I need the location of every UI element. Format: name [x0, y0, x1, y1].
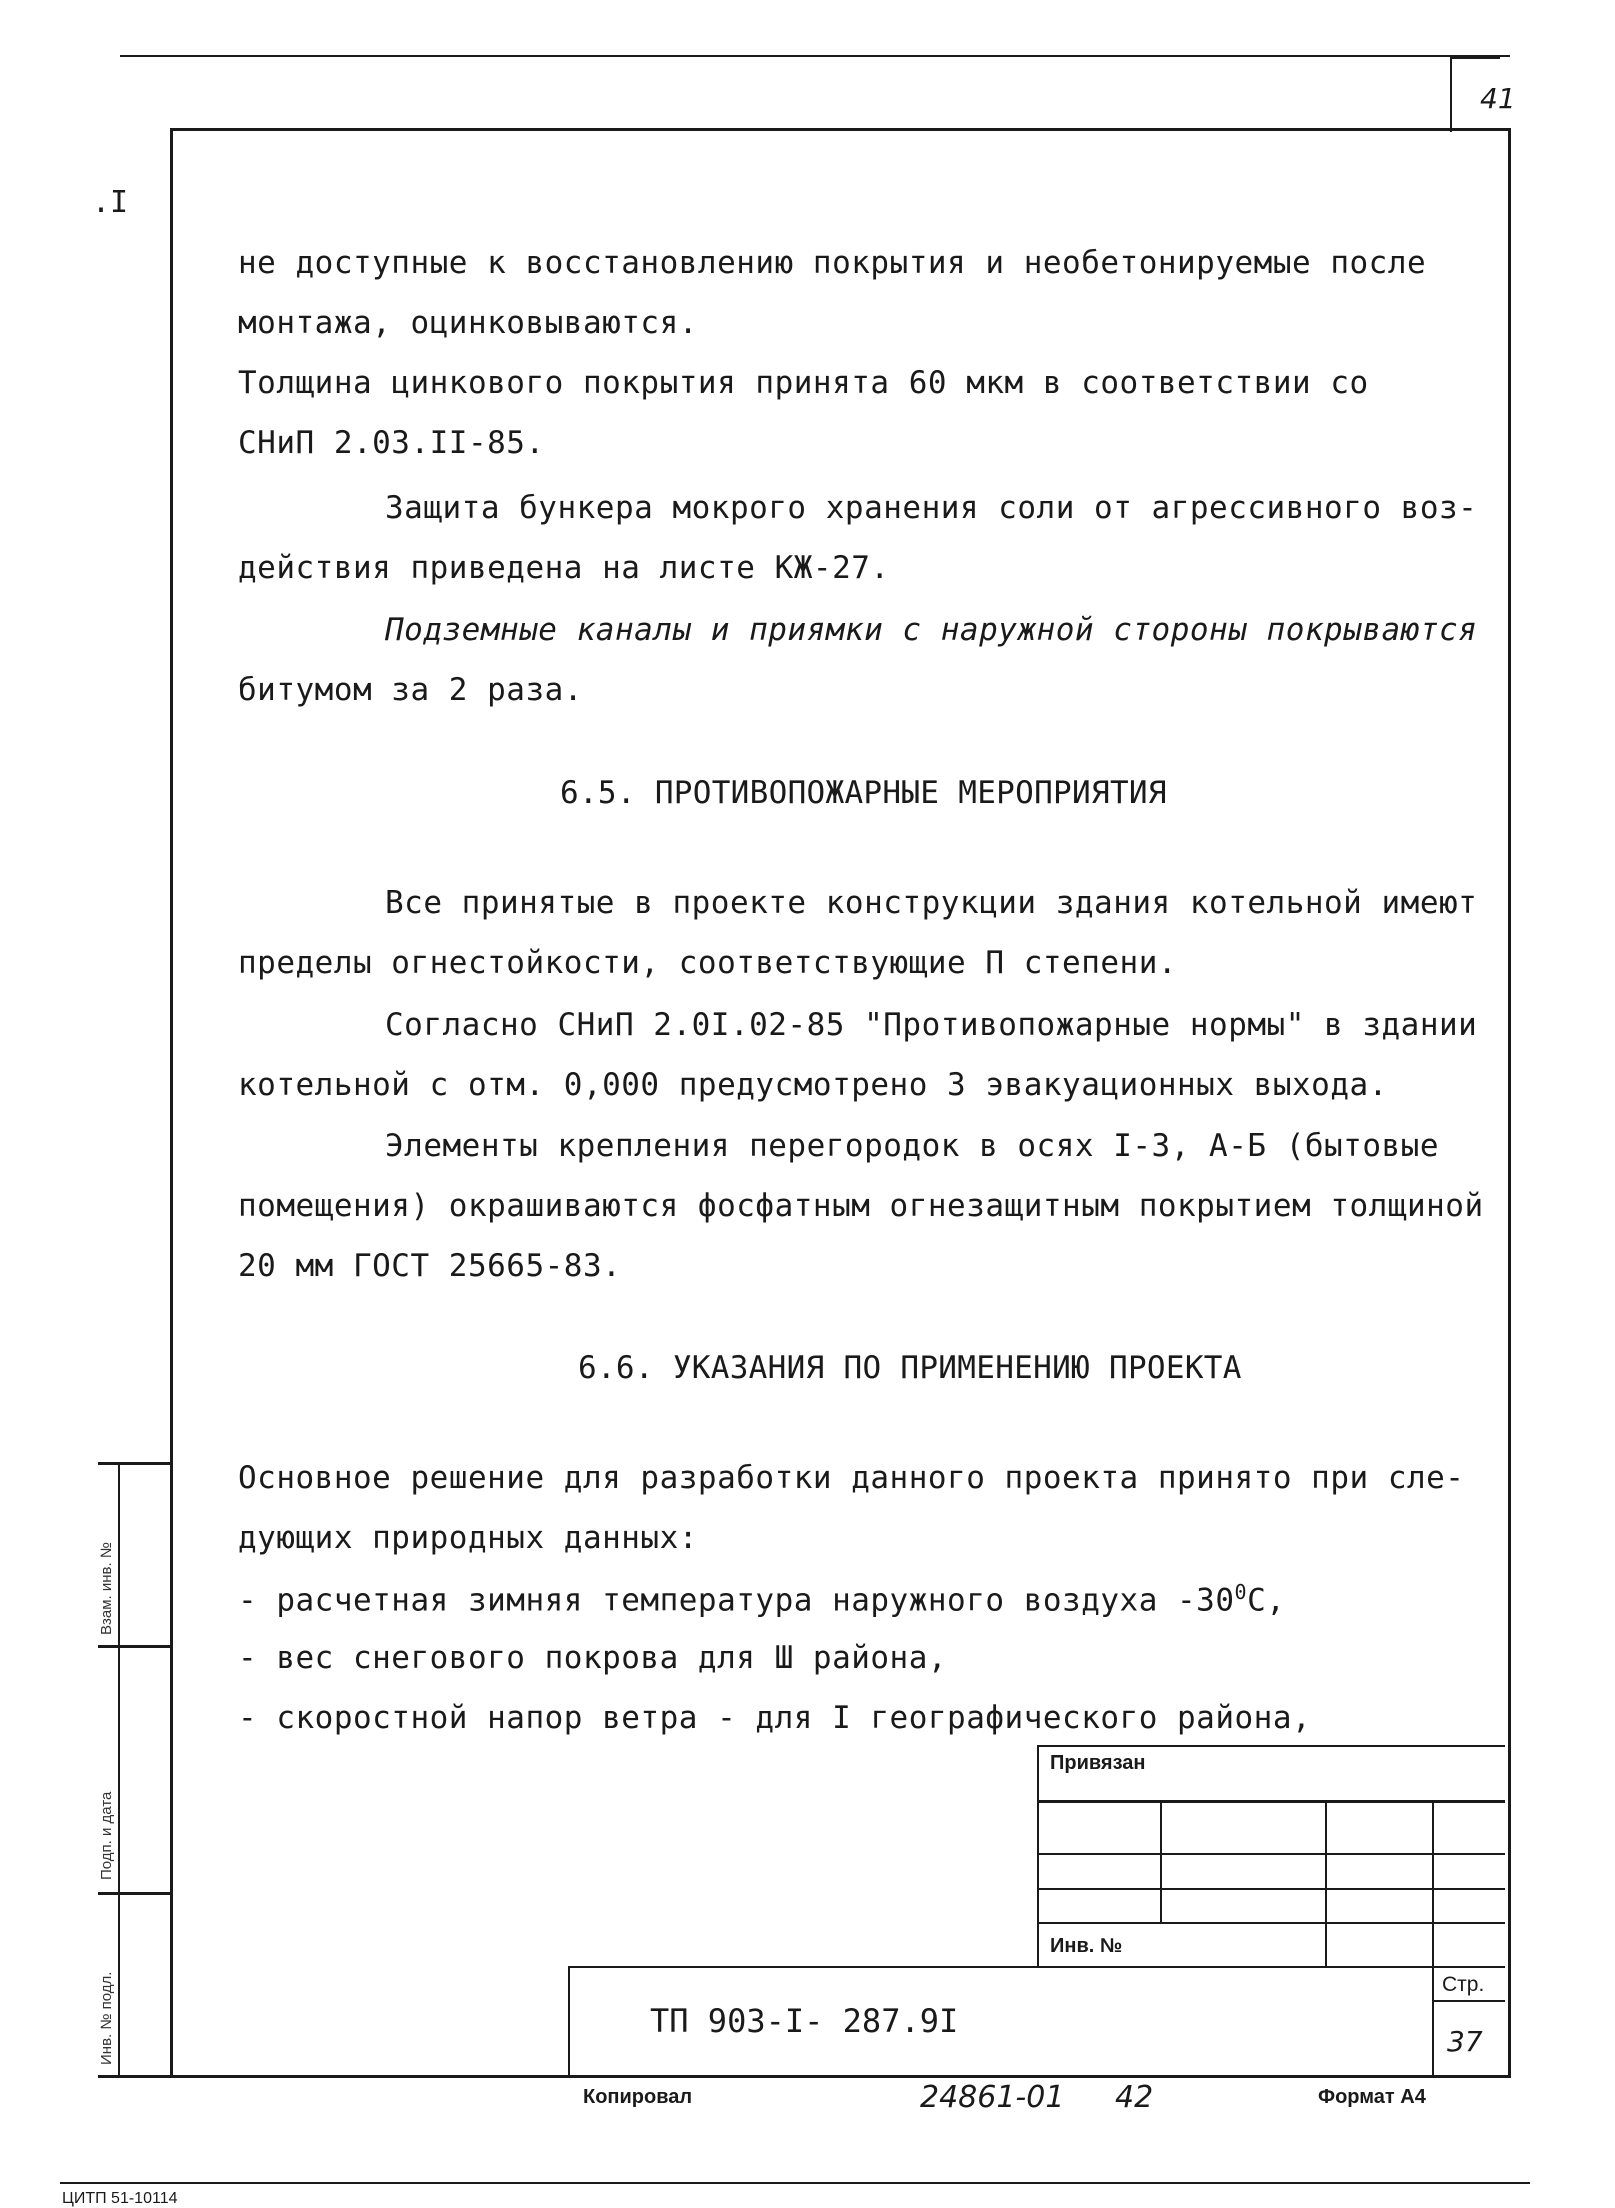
stamp-inv-no-label: Инв. №: [1050, 1935, 1123, 1957]
text-line: Толщина цинкового покрытия принята 60 мкм в соответствии со: [238, 365, 1369, 401]
stamp-page-col: [1432, 1966, 1434, 2075]
stamp-row-line: [1037, 1853, 1505, 1855]
stamp-page-label: Стр.: [1442, 1973, 1485, 1996]
bullet-text-end: С,: [1247, 1582, 1286, 1619]
stamp-col-line: [1160, 1800, 1162, 1922]
side-strip-divider: [98, 1892, 170, 1895]
footer-bottom-code: ЦИТП 51-10114: [62, 2190, 178, 2207]
footer-hand-number: 24861-01: [920, 2080, 1065, 2115]
stamp-privyazan-label: Привязан: [1050, 1752, 1146, 1774]
text-line: котельной с отм. 0,000 предусмотрено 3 эвакуационных выхода.: [238, 1067, 1388, 1103]
stamp-row-line: [1037, 1922, 1505, 1924]
stamp-col-line: [1325, 1800, 1327, 1968]
top-rule-right: [1450, 57, 1500, 59]
bullet-snow: - вес снегового покрова для Ш района,: [238, 1640, 948, 1676]
text-line: битумом за 2 раза.: [238, 672, 583, 708]
text-line: Подземные каналы и приямки с наружной стороны покрываются: [385, 612, 1478, 648]
text-line: пределы огнестойкости, соответствующие П степени.: [238, 945, 1178, 981]
text-line: Основное решение для разработки данного проекта принято при сле-: [238, 1460, 1465, 1496]
text-line: монтажа, оцинковываются.: [238, 305, 698, 341]
text-line: не доступные к восстановлению покрытия и необетонируемые после: [238, 245, 1427, 281]
text-line: помещения) окрашиваются фосфатным огнезащитным покрытием толщиной: [238, 1188, 1484, 1224]
footer-hand-page: 42: [1115, 2080, 1154, 2115]
text-line: Элементы крепления перегородок в осях I-3, А-Б (бытовые: [385, 1128, 1439, 1164]
bullet-text: - расчетная зимняя температура наружного воздуха -30: [238, 1582, 1235, 1619]
text-line: 20 мм ГОСТ 25665-83.: [238, 1248, 622, 1284]
frame-bottom: [98, 2075, 1508, 2078]
margin-mark: .I: [92, 185, 129, 220]
side-strip-divider: [98, 1645, 170, 1648]
degree-superscript: 0: [1234, 1580, 1248, 1604]
top-rule: [120, 55, 1510, 57]
text-line: Защита бункера мокрого хранения соли от агрессивного воз-: [385, 490, 1478, 526]
stamp-col-line: [1432, 1800, 1434, 1968]
stamp-page-divider: [1432, 2000, 1505, 2002]
stamp-row-line: [1037, 1888, 1505, 1890]
corner-box-left: [1450, 57, 1452, 132]
section-heading-6-5: 6.5. ПРОТИВОПОЖАРНЫЕ МЕРОПРИЯТИЯ: [560, 775, 1167, 811]
text-line: СНиП 2.03.II-85.: [238, 425, 545, 461]
text-line: действия приведена на листе КЖ-27.: [238, 550, 890, 586]
text-line: Все принятые в проекте конструкции здания котельной имеют: [385, 885, 1478, 921]
bullet-temperature: [238, 1580, 1285, 1618]
text-line: Согласно СНиП 2.0I.02-85 "Противопожарные нормы" в здании: [385, 1007, 1478, 1043]
side-label-inv-original: Инв. № подл.: [98, 1971, 115, 2065]
bottom-rule: [60, 2182, 1530, 2184]
text-line: дующих природных данных:: [238, 1520, 698, 1556]
side-strip-line: [118, 1462, 120, 2075]
side-strip-divider: [98, 1462, 170, 1465]
stamp-page-number: 37: [1447, 2025, 1483, 2058]
bullet-wind: - скоростной напор ветра - для I географического района,: [238, 1700, 1312, 1736]
side-label-sign-date: Подп. и дата: [98, 1791, 115, 1880]
section-heading-6-6: 6.6. УКАЗАНИЯ ПО ПРИМЕНЕНИЮ ПРОЕКТА: [578, 1350, 1242, 1386]
footer-copied: Копировал: [583, 2086, 693, 2108]
stamp-designation: ТП 903-I- 287.9I: [650, 2002, 959, 2040]
side-label-replace-inv: Взам. инв. №: [98, 1542, 115, 1635]
corner-page-number: 41: [1480, 82, 1516, 115]
footer-format: Формат А4: [1318, 2086, 1426, 2108]
